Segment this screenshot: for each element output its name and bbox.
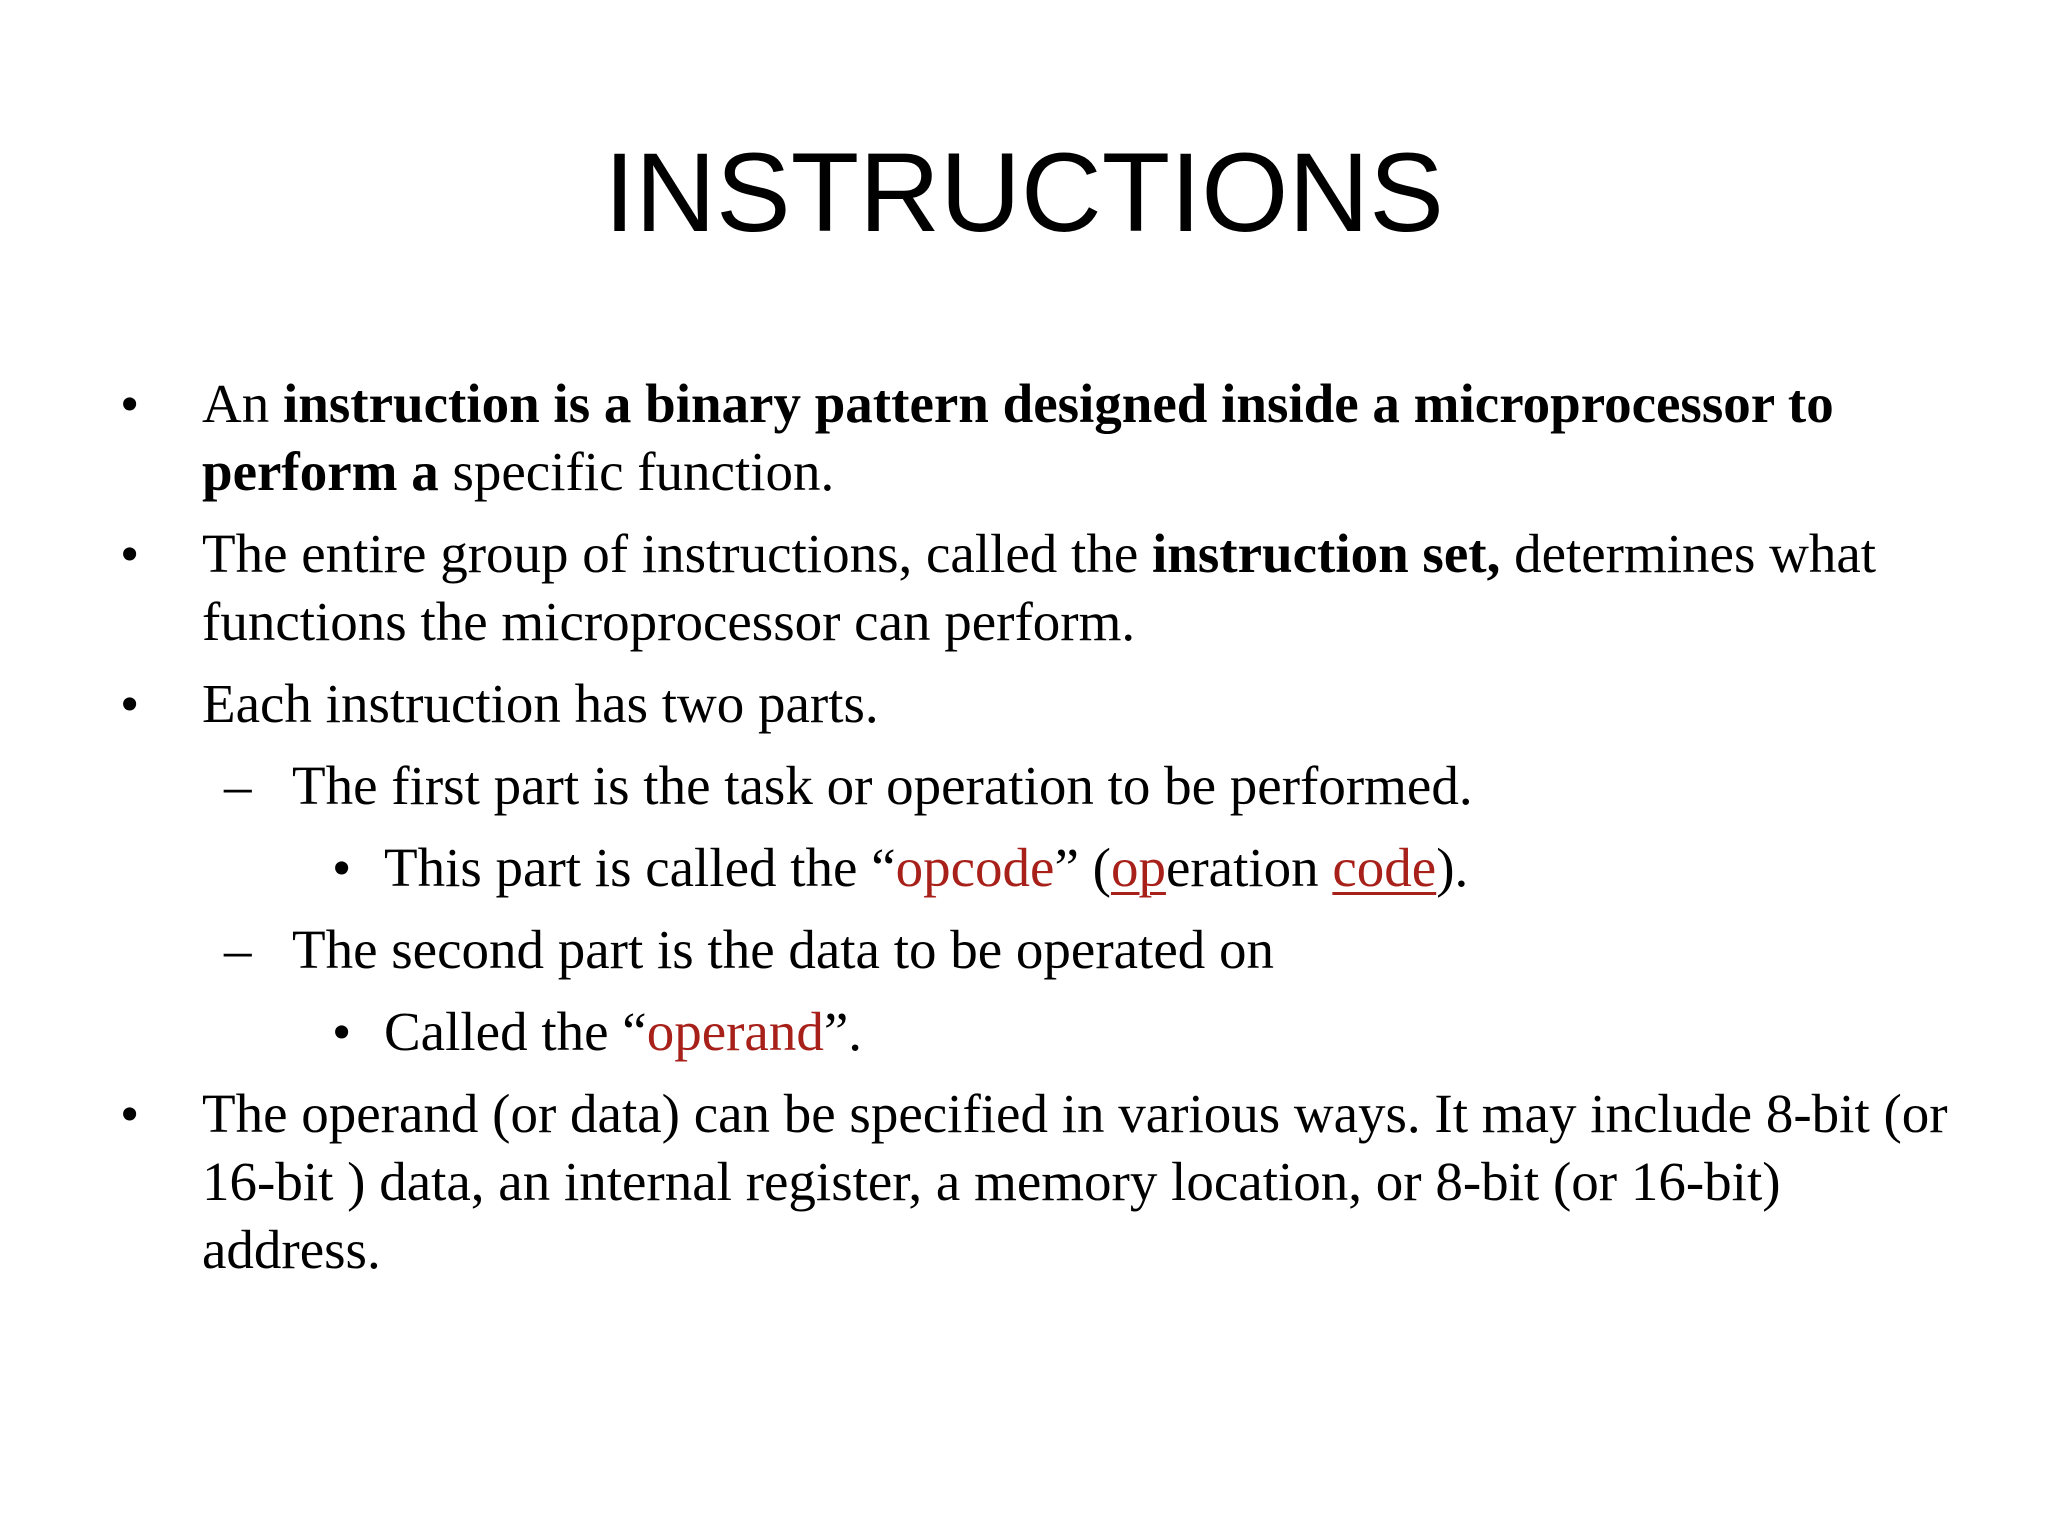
item-text-bold: instruction is a binary pattern designed inside a microprocessor to perform a bbox=[202, 373, 1834, 502]
sub-sub-list-item bbox=[120, 834, 1970, 902]
item-text: An bbox=[202, 373, 283, 434]
item-text: The entire group of instructions, called the bbox=[202, 523, 1152, 584]
bullet-marker: • bbox=[120, 373, 140, 434]
bullet-marker: • bbox=[120, 673, 140, 734]
bullet-marker: • bbox=[332, 1001, 352, 1062]
item-text: ” ( bbox=[1054, 837, 1111, 898]
item-text-bold: instruction set, bbox=[1152, 523, 1501, 584]
item-text: This part is called the “ bbox=[384, 837, 896, 898]
item-text: ”. bbox=[823, 1001, 862, 1062]
item-text: Each instruction has two parts. bbox=[202, 673, 879, 734]
slide-title: INSTRUCTIONS bbox=[604, 130, 1444, 255]
list-item bbox=[120, 670, 1970, 738]
code-link[interactable]: code bbox=[1332, 837, 1437, 898]
item-text: determines what functions the microprocessor can perform. bbox=[202, 523, 1877, 652]
sub-sub-list-item bbox=[120, 998, 1970, 1066]
item-text: specific function. bbox=[438, 441, 835, 502]
item-text: The second part is the data to be operated on bbox=[292, 919, 1274, 980]
opcode-term: opcode bbox=[895, 837, 1055, 898]
item-text: ). bbox=[1436, 837, 1469, 898]
operand-term: operand bbox=[646, 1001, 824, 1062]
bullet-list bbox=[120, 370, 1970, 1298]
sub-list-item bbox=[120, 752, 1970, 820]
list-item bbox=[120, 370, 1970, 506]
list-item bbox=[120, 1080, 1970, 1284]
bullet-marker: • bbox=[120, 1083, 140, 1144]
item-text: eration bbox=[1165, 837, 1333, 898]
list-item bbox=[120, 520, 1970, 656]
item-text: Called the “ bbox=[384, 1001, 647, 1062]
dash-marker: – bbox=[224, 755, 252, 816]
item-text: The first part is the task or operation to be performed. bbox=[292, 755, 1473, 816]
dash-marker: – bbox=[224, 919, 252, 980]
op-link[interactable]: op bbox=[1110, 837, 1166, 898]
bullet-marker: • bbox=[120, 523, 140, 584]
sub-list-item bbox=[120, 916, 1970, 984]
bullet-marker: • bbox=[332, 837, 352, 898]
item-text: The operand (or data) can be specified in various ways. It may include 8-bit (or 16-bit ) data, an internal register, a memory location, or 8-bit (or 16-bit) address. bbox=[202, 1083, 1948, 1280]
